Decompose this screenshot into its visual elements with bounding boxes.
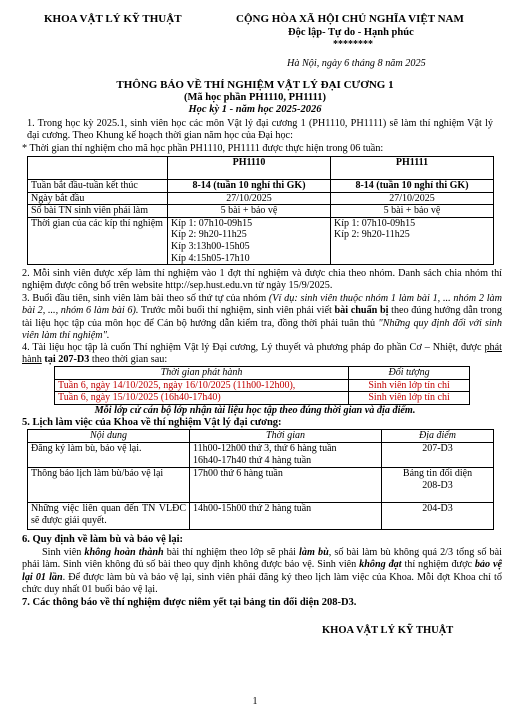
table-row — [28, 503, 494, 530]
column-header-location: Địa điểm — [382, 430, 494, 443]
section-5-heading: 5. Lịch làm việc của Khoa về thí nghiệm Vật lý đại cương: — [22, 417, 282, 428]
paragraph-1: 1. Trong học kỳ 2025.1, sinh viên học các môn Vật lý đại cương 1 (PH1110, PH1111) sẽ làm thí nghiệm Vật lý đại cương. Theo Khung kế hoạch thời gian năm học của Đại học: — [27, 118, 493, 142]
distribution-target: Sinh viên lớp tín chỉ — [349, 392, 470, 405]
republic-heading: CỘNG HÒA XÃ HỘI CHỦ NGHĨA VIỆT NAM — [236, 13, 464, 25]
schedule-time — [190, 468, 382, 503]
motto-stars: ******** — [333, 39, 373, 50]
column-header-content: Nội dung — [28, 430, 190, 443]
kip-item: Kíp 1: 07h10-09h15 — [171, 217, 253, 229]
column-header-target: Đối tượng — [349, 367, 470, 380]
table-row — [55, 379, 470, 392]
kip-item: Kíp 2: 9h20-11h25 — [334, 229, 410, 241]
distribution-target: Sinh viên lớp tín chỉ — [349, 379, 470, 392]
cell-value: 5 bài + bảo vệ — [168, 205, 331, 218]
cell-value: 27/10/2025 — [331, 192, 494, 205]
faculty-name: KHOA VẬT LÝ KỸ THUẬT — [44, 13, 182, 25]
para3-text: 3. Buổi đầu tiên, sinh viên làm bài theo số thứ tự của nhóm — [22, 293, 269, 304]
distribution-time: Tuần 6, ngày 15/10/2025 (16h40-17h40) — [55, 392, 349, 405]
motto: Độc lập- Tự do - Hạnh phúc — [288, 27, 414, 38]
schedule-content: Thông báo lịch làm bù/bảo vệ lại — [28, 468, 190, 503]
kip-item: Kíp 2: 9h20-11h25 — [171, 229, 247, 241]
para6-emphasis: làm bù — [299, 547, 329, 558]
course-code: (Mã học phần PH1110, PH1111) — [183, 92, 327, 103]
kip-item: Kíp 1: 07h10-09h15 — [334, 217, 416, 229]
para6-text: , số bài làm bù không quá 2/3 tổng số bài phải làm. Sinh viên không đủ số bài theo quy định không được bảo vệ. Sinh viên — [22, 547, 503, 571]
column-header-ph1110: PH1110 — [168, 157, 331, 180]
schedule-location — [382, 503, 494, 530]
schedule-time-line: 16h40-17h40 thứ 4 hàng tuần — [193, 455, 312, 466]
para6-text: bài thí nghiệm theo lớp sẽ phải — [163, 547, 300, 558]
para4-location: tại 207-D3 — [41, 354, 90, 366]
para6-text: thí nghiệm được — [401, 559, 475, 571]
cell-value: 8-14 (tuần 10 nghỉ thi GK) — [168, 180, 331, 193]
cell-value: 5 bài + bảo vệ — [331, 205, 494, 218]
table-row — [28, 192, 494, 205]
table-row — [28, 468, 494, 503]
signature-faculty: KHOA VẬT LÝ KỸ THUẬT — [322, 625, 454, 636]
row-label: Ngày bắt đầu — [28, 192, 168, 205]
row-label: Tuần bắt đầu-tuần kết thúc — [28, 180, 168, 193]
cell-value: 8-14 (tuần 10 nghỉ thi GK) — [331, 180, 494, 193]
schedule-location-line: 204-D3 — [422, 503, 453, 514]
schedule-location-line: 208-D3 — [422, 480, 453, 491]
para3-text: theo đúng hướng dẫn trong tài liệu học tập của môn học để Cán bộ hướng dẫn kiểm tra, đồng thời phải tuân thủ — [22, 305, 502, 329]
para4-text: 4. Tài liệu học tập là cuốn Thí nghiệm Vật lý Đại cương, Lý thuyết và phương pháp đo phần Cơ – Nhiệt, được — [22, 342, 485, 353]
para4-issued: phát hành — [22, 342, 502, 366]
paragraph-6 — [22, 547, 502, 597]
kip-item: Kíp 4:15h05-17h10 — [171, 252, 250, 264]
distribution-table — [54, 366, 470, 405]
table-row — [28, 443, 494, 468]
column-header-ph1111: PH1111 — [331, 157, 494, 180]
para6-emphasis: bảo vệ lại 01 lần — [22, 559, 502, 583]
para6-emphasis: không đạt — [359, 559, 402, 571]
schedule-location-line: 207-D3 — [422, 443, 453, 454]
para3-example: (Ví dụ: sinh viên thuộc nhóm 1 làm bài 1, ... nhóm 2 làm bài 2, ..., nhóm 6 làm bài 6). — [22, 293, 502, 317]
table-corner-cell — [28, 157, 168, 180]
paragraph-4 — [22, 342, 502, 367]
schedule-location-line: Bảng tin đối diện — [402, 468, 473, 479]
document-title: THÔNG BÁO VỀ THÍ NGHIỆM VẬT LÝ ĐẠI CƯƠNG 1 — [116, 79, 394, 91]
schedule-time — [190, 443, 382, 468]
para3-prep: bài chuẩn bị — [334, 305, 389, 317]
schedule-time-line: 17h00 thứ 6 hàng tuần — [193, 468, 283, 479]
faculty-schedule-table — [27, 429, 494, 530]
distribution-time: Tuần 6, ngày 14/10/2025, ngày 16/10/2025 (11h00-12h00), — [55, 379, 349, 392]
section-6-heading: 6. Quy định về làm bù và bảo vệ lại: — [22, 534, 184, 545]
para6-emphasis: không hoàn thành — [84, 547, 164, 558]
paragraph-1b: * Thời gian thí nghiệm cho mã học phần PH1110, PH1111 được thực hiện trong 06 tuần: — [22, 143, 384, 154]
term: Học kỳ 1 - năm học 2025-2026 — [188, 104, 322, 115]
schedule-location — [382, 468, 494, 503]
kip-list-ph1110 — [168, 217, 331, 264]
section-7-heading: 7. Các thông báo về thí nghiệm được niêm yết tại bảng tin đối diện 208-D3. — [22, 597, 357, 608]
table-row — [28, 180, 494, 193]
schedule-content: Những việc liên quan đến TN VLĐC sẽ được giải quyết. — [28, 503, 190, 530]
para6-text: . Để được làm bù và bảo vệ lại, sinh viên phải đăng ký theo lịch làm việc của Khoa. Mỗi đợt Khoa chỉ tổ chức duy nhất 01 buổi bảo vệ lại. — [22, 571, 502, 596]
para3-rules: "Những quy định đối với sinh viên làm thí nghiệm". — [22, 317, 502, 342]
para4-text: theo thời gian sau: — [89, 354, 168, 366]
para6-text: Sinh viên — [42, 547, 85, 558]
cell-value: 27/10/2025 — [168, 192, 331, 205]
table-row — [28, 217, 494, 264]
row-label: Thời gian của các kíp thí nghiệm — [28, 217, 168, 264]
schedule-time-line: 14h00-15h00 thứ 2 hàng tuần — [193, 503, 312, 514]
distribution-note: Mỗi lớp cử cán bộ lớp nhận tài liệu học tập theo đúng thời gian và địa điểm. — [94, 405, 416, 416]
column-header-time: Thời gian phát hành — [55, 367, 349, 380]
para3-text: Trước mỗi buổi thí nghiệm, sinh viên phải viết — [138, 305, 335, 317]
schedule-location — [382, 443, 494, 468]
table-row — [28, 205, 494, 218]
experiment-schedule-table — [27, 156, 494, 265]
kip-list-ph1111 — [331, 217, 494, 264]
document-date: Hà Nội, ngày 6 tháng 8 năm 2025 — [287, 58, 426, 69]
page-number: 1 — [252, 696, 258, 707]
table-row — [55, 392, 470, 405]
column-header-time: Thời gian — [190, 430, 382, 443]
paragraph-3 — [22, 293, 502, 343]
schedule-content: Đăng ký làm bù, bảo vệ lại. — [28, 443, 190, 468]
schedule-time — [190, 503, 382, 530]
row-label: Số bài TN sinh viên phải làm — [28, 205, 168, 218]
paragraph-2: 2. Mỗi sinh viên được xếp làm thí nghiệm vào 1 đợt thí nghiệm và được chia theo nhóm. Danh sách chia nhóm thí nghiệm được công bố trên website http://sep.hust.edu.vn từ ngày 15/9/2025. — [22, 268, 502, 292]
kip-item: Kíp 3:13h00-15h05 — [171, 240, 250, 252]
schedule-time-line: 11h00-12h00 thứ 3, thứ 6 hàng tuần — [193, 443, 337, 454]
